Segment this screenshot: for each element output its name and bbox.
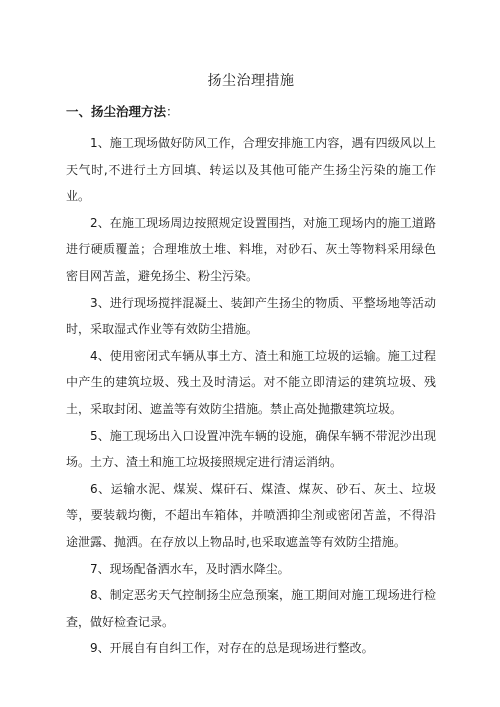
paragraph-8: 8、制定恶劣天气控制扬尘应急预案，施工期间对施工现场进行检查，做好检查记录。 <box>66 588 436 629</box>
document-title: 扬尘治理措施 <box>207 73 295 89</box>
paragraph-5: 5、施工现场出入口设置冲洗车辆的设施，确保车辆不带泥沙出现场。土方、渣土和施工垃圾接照规定进行清运消纳。 <box>66 428 436 470</box>
paragraph-9: 9、开展自有自纠工作，对存在的总是现场进行整改。 <box>90 641 374 656</box>
section-heading <box>66 104 436 120</box>
paragraph-6: 6、运输水泥、煤炭、煤矸石、煤渣、煤灰、砂石、灰土、垃圾等，要装载均衡，不超出车箱体，并喷洒抑尘剂或密闭苫盖，不得沿途泄露、抛洒。在存放以上物品时,也采取遮盖等有效防尘措施。 <box>66 481 436 549</box>
paragraph-2: 2、在施工现场周边按照规定设置围挡，对施工现场内的施工道路进行硬质覆盖；合理堆放土堆、料堆，对砂石、灰土等物料采用绿色密目网苫盖，避免扬尘、粉尘污染。 <box>66 215 436 283</box>
paragraph-3: 3、进行现场搅拌混凝土、装卸产生扬尘的物质、平整场地等活动时，采取湿式作业等有效防尘措施。 <box>66 295 436 337</box>
paragraph-1: 1、施工现场做好防风工作，合理安排施工内容，遇有四级风以上天气时,不进行土方回填、转运以及其他可能产生扬尘污染的施工作业。 <box>66 136 436 204</box>
paragraph-7: 7、现场配备洒水车，及时洒水降尘。 <box>90 561 290 576</box>
section-heading-text: 一、扬尘治理方法 <box>66 104 167 119</box>
section-heading-colon: ： <box>166 104 179 119</box>
paragraph-4: 4、使用密闭式车辆从事土方、渣土和施工垃圾的运输。施工过程中产生的建筑垃圾、残土及时清运。对不能立即清运的建筑垃圾、残土，采取封闭、遮盖等有效防尘措施。禁止高处抛撒建筑垃圾。 <box>66 348 436 416</box>
